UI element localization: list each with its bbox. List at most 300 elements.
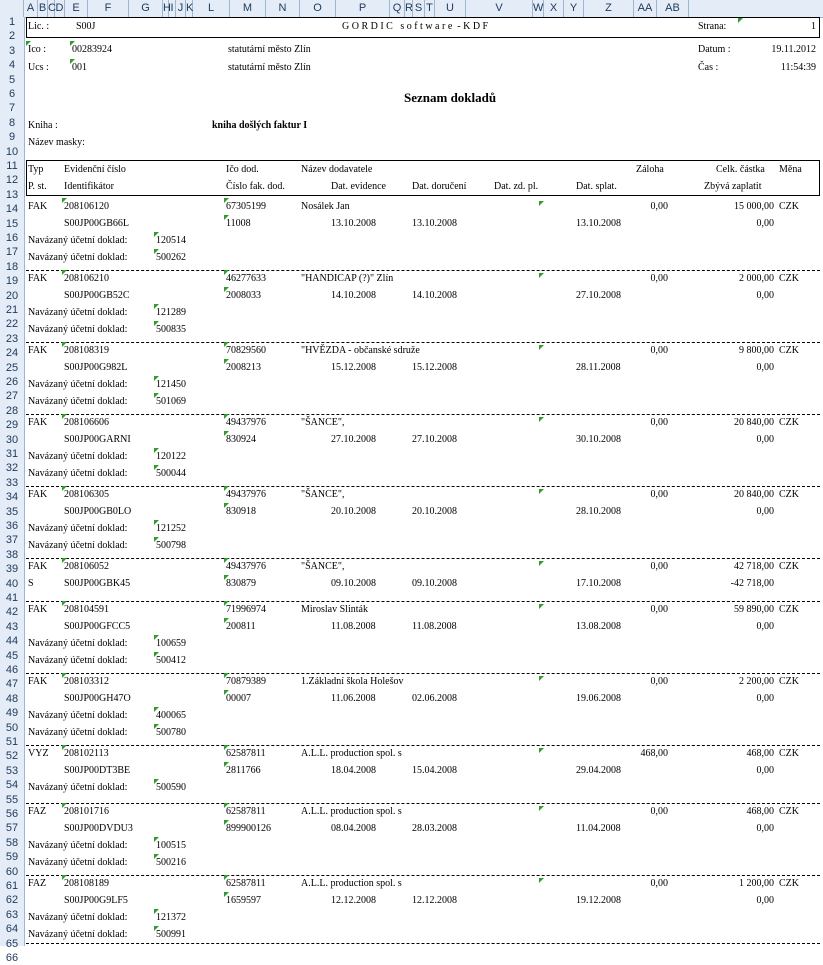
row-header[interactable]: 1 bbox=[8, 16, 16, 28]
doc-cislo-fak: 830918 bbox=[226, 506, 256, 518]
doc-celk: 15 000,00 bbox=[734, 201, 774, 213]
column-header[interactable]: L bbox=[193, 0, 230, 17]
row-header[interactable]: 18 bbox=[5, 260, 19, 273]
row-header[interactable]: 51 bbox=[5, 736, 19, 748]
strana-label: Strana: bbox=[698, 21, 727, 32]
row-header[interactable]: 34 bbox=[5, 491, 19, 504]
doc-cislo-fak: 830879 bbox=[226, 578, 256, 590]
row-header[interactable]: 23 bbox=[5, 332, 19, 345]
nav-doc-value: 120514 bbox=[156, 235, 186, 247]
doc-dat-dor: 12.12.2008 bbox=[412, 895, 457, 906]
doc-typ: FAK bbox=[28, 345, 48, 357]
row-header[interactable]: 5 bbox=[8, 73, 16, 86]
doc-celk: 9 800,00 bbox=[739, 345, 774, 357]
nav-doc-label: Navázaný účetní doklad: bbox=[28, 782, 128, 794]
doc-dat-dor: 15.04.2008 bbox=[412, 765, 457, 777]
doc-zbyva: 0,00 bbox=[756, 290, 774, 302]
nav-doc-label: Navázaný účetní doklad: bbox=[28, 638, 128, 650]
doc-zaloha: 0,00 bbox=[650, 561, 668, 573]
row-header[interactable]: 12 bbox=[5, 174, 19, 187]
nav-doc-value: 500590 bbox=[156, 782, 186, 794]
doc-mena: CZK bbox=[779, 273, 799, 285]
doc-ev-cislo: 208108189 bbox=[64, 878, 109, 889]
doc-cislo-fak: 200811 bbox=[226, 621, 256, 633]
doc-ident: S00JP00GBK45 bbox=[64, 578, 131, 590]
doc-nazev: 1.Základní škola Holešov bbox=[301, 676, 404, 688]
column-header[interactable]: AA bbox=[634, 0, 657, 17]
th-celk: Celk. částka bbox=[716, 164, 765, 175]
doc-ico: 67305199 bbox=[226, 201, 266, 213]
row-header[interactable]: 64 bbox=[5, 923, 19, 936]
column-header[interactable]: F bbox=[88, 0, 129, 17]
row-header[interactable]: 50 bbox=[5, 721, 19, 734]
nav-doc-value: 500991 bbox=[156, 929, 186, 940]
nav-doc-value: 121252 bbox=[156, 523, 186, 535]
doc-ident: S00JP00GH47O bbox=[64, 693, 131, 705]
ucs-label: Ucs : bbox=[28, 62, 49, 73]
column-header[interactable]: N bbox=[266, 0, 300, 17]
lic-value: S00J bbox=[76, 21, 96, 32]
doc-dat-spl: 28.10.2008 bbox=[576, 506, 621, 518]
row-header[interactable]: 24 bbox=[5, 347, 19, 360]
doc-mena: CZK bbox=[779, 806, 799, 817]
row-header[interactable]: 3 bbox=[8, 44, 16, 57]
doc-ico: 49437976 bbox=[226, 417, 266, 429]
th-ident: Identifikátor bbox=[64, 181, 114, 192]
row-header[interactable]: 62 bbox=[5, 894, 19, 907]
row-header[interactable]: 39 bbox=[5, 563, 19, 576]
nav-doc-value: 100659 bbox=[156, 638, 186, 650]
doc-ev-cislo: 208106210 bbox=[64, 273, 109, 285]
column-header[interactable]: Y bbox=[564, 0, 584, 17]
record-separator bbox=[26, 943, 820, 944]
doc-mena: CZK bbox=[779, 748, 799, 760]
strana-value: 1 bbox=[740, 21, 816, 33]
doc-dat-ev: 18.04.2008 bbox=[331, 765, 376, 777]
doc-ev-cislo: 208104591 bbox=[64, 604, 109, 616]
doc-dat-dor: 11.08.2008 bbox=[412, 621, 457, 633]
doc-dat-ev: 11.06.2008 bbox=[331, 693, 376, 705]
column-header[interactable]: Q bbox=[390, 0, 405, 17]
doc-nazev: Nosálek Jan bbox=[301, 201, 350, 213]
column-header[interactable]: X bbox=[544, 0, 564, 17]
nav-doc-value: 500780 bbox=[156, 727, 186, 739]
nav-doc-value: 121372 bbox=[156, 912, 186, 923]
doc-zbyva: 0,00 bbox=[756, 621, 774, 633]
doc-nazev: "HVĚZDA - občanské sdruže bbox=[301, 345, 420, 357]
record-separator bbox=[26, 803, 820, 804]
doc-dat-dor: 20.10.2008 bbox=[412, 506, 457, 518]
doc-cislo-fak: 830924 bbox=[226, 434, 256, 446]
row-header[interactable]: 29 bbox=[5, 419, 19, 432]
doc-celk: 20 840,00 bbox=[734, 417, 774, 429]
kniha-label: Kniha : bbox=[28, 120, 58, 131]
column-header[interactable]: V bbox=[466, 0, 533, 17]
nav-doc-label: Navázaný účetní doklad: bbox=[28, 379, 128, 391]
doc-typ: VYZ bbox=[28, 748, 49, 760]
doc-ident: S00JP00GFCC5 bbox=[64, 621, 131, 633]
record-separator bbox=[26, 342, 820, 343]
record-separator bbox=[26, 558, 820, 559]
row-header[interactable]: 45 bbox=[5, 649, 19, 662]
doc-ev-cislo: 208102113 bbox=[64, 748, 109, 760]
nav-doc-value: 500835 bbox=[156, 324, 186, 336]
doc-celk: 59 890,00 bbox=[734, 604, 774, 616]
row-header[interactable]: 54 bbox=[5, 779, 19, 792]
th-zaloha: Záloha bbox=[636, 164, 664, 175]
column-header[interactable]: O bbox=[300, 0, 336, 17]
row-header[interactable]: 10 bbox=[5, 145, 19, 158]
doc-dat-spl: 28.11.2008 bbox=[576, 362, 621, 374]
datum-value: 19.11.2012 bbox=[771, 44, 816, 55]
doc-dat-spl: 17.10.2008 bbox=[576, 578, 621, 590]
doc-mena: CZK bbox=[779, 561, 799, 573]
nav-doc-value: 500798 bbox=[156, 540, 186, 552]
row-header[interactable]: 61 bbox=[5, 880, 19, 892]
nav-doc-label: Navázaný účetní doklad: bbox=[28, 235, 128, 247]
nav-doc-label: Navázaný účetní doklad: bbox=[28, 540, 128, 552]
doc-ico: 62587811 bbox=[226, 748, 266, 760]
doc-dat-spl: 29.04.2008 bbox=[576, 765, 621, 777]
doc-celk: 2 200,00 bbox=[739, 676, 774, 688]
row-header[interactable]: 53 bbox=[5, 764, 19, 777]
column-header[interactable]: A bbox=[24, 0, 38, 17]
doc-zaloha: 468,00 bbox=[640, 748, 668, 760]
row-header[interactable]: 41 bbox=[5, 592, 19, 604]
doc-cislo-fak: 11008 bbox=[226, 218, 251, 230]
doc-ico: 71996974 bbox=[226, 604, 266, 616]
row-header[interactable]: 16 bbox=[5, 232, 19, 244]
row-header[interactable]: 36 bbox=[5, 520, 19, 532]
doc-ev-cislo: 208106120 bbox=[64, 201, 109, 213]
doc-nazev: "ŠANCE", bbox=[301, 561, 345, 573]
row-header[interactable]: 19 bbox=[5, 275, 19, 288]
doc-ev-cislo: 208106052 bbox=[64, 561, 109, 573]
column-header[interactable]: D bbox=[55, 0, 65, 17]
cas-label: Čas : bbox=[698, 62, 719, 73]
doc-typ: FAK bbox=[28, 273, 48, 285]
row-header[interactable]: 9 bbox=[8, 131, 16, 144]
record-separator bbox=[26, 745, 820, 746]
nav-doc-label: Navázaný účetní doklad: bbox=[28, 710, 128, 722]
column-header-bar bbox=[0, 0, 823, 18]
doc-ico: 70829560 bbox=[226, 345, 266, 357]
row-header[interactable]: 40 bbox=[5, 577, 19, 590]
row-header[interactable]: 14 bbox=[5, 203, 19, 216]
doc-dat-dor: 09.10.2008 bbox=[412, 578, 457, 590]
doc-ev-cislo: 208106305 bbox=[64, 489, 109, 501]
row-header[interactable]: 35 bbox=[5, 505, 19, 518]
row-header[interactable]: 26 bbox=[5, 376, 19, 388]
doc-mena: CZK bbox=[779, 878, 799, 889]
row-header[interactable]: 59 bbox=[5, 851, 19, 864]
doc-cislo-fak: 1659597 bbox=[226, 895, 261, 906]
column-header[interactable]: C bbox=[48, 0, 55, 17]
th-ev-cislo: Evidenční číslo bbox=[64, 164, 126, 175]
row-header[interactable]: 48 bbox=[5, 692, 19, 705]
doc-dat-dor: 28.03.2008 bbox=[412, 823, 457, 834]
th-zbyva: Zbývá zaplatit bbox=[704, 181, 762, 192]
doc-nazev: "ŠANCE", bbox=[301, 489, 345, 501]
nav-doc-label: Navázaný účetní doklad: bbox=[28, 396, 128, 408]
row-header[interactable]: 66 bbox=[5, 952, 19, 964]
ico-label: Ico : bbox=[28, 44, 47, 55]
row-header[interactable]: 52 bbox=[5, 750, 19, 763]
datum-label: Datum : bbox=[698, 44, 731, 55]
doc-zbyva: -42 718,00 bbox=[730, 578, 774, 590]
doc-celk: 42 718,00 bbox=[734, 561, 774, 573]
doc-ps: S bbox=[28, 578, 34, 590]
doc-dat-ev: 09.10.2008 bbox=[331, 578, 376, 590]
doc-mena: CZK bbox=[779, 489, 799, 501]
doc-dat-ev: 11.08.2008 bbox=[331, 621, 376, 633]
doc-zaloha: 0,00 bbox=[650, 676, 668, 688]
column-header[interactable]: G bbox=[129, 0, 163, 17]
doc-ico: 70879389 bbox=[226, 676, 266, 688]
doc-dat-spl: 30.10.2008 bbox=[576, 434, 621, 446]
doc-zbyva: 0,00 bbox=[756, 765, 774, 777]
doc-cislo-fak: 899900126 bbox=[226, 823, 271, 834]
column-header[interactable]: AB bbox=[657, 0, 689, 17]
doc-typ: FAK bbox=[28, 489, 48, 501]
doc-mena: CZK bbox=[779, 417, 799, 429]
nav-doc-label: Navázaný účetní doklad: bbox=[28, 307, 128, 319]
record-separator bbox=[26, 875, 820, 876]
row-header[interactable]: 63 bbox=[5, 908, 19, 921]
nav-doc-value: 121450 bbox=[156, 379, 186, 391]
th-mena: Měna bbox=[779, 164, 802, 175]
column-header[interactable]: E bbox=[65, 0, 88, 17]
doc-ico: 62587811 bbox=[226, 806, 266, 817]
doc-typ: FAK bbox=[28, 201, 48, 213]
doc-dat-spl: 13.08.2008 bbox=[576, 621, 621, 633]
doc-zaloha: 0,00 bbox=[650, 273, 668, 285]
doc-dat-dor: 02.06.2008 bbox=[412, 693, 457, 705]
row-header[interactable]: 44 bbox=[5, 635, 19, 648]
doc-typ: FAK bbox=[28, 676, 48, 688]
row-header[interactable]: 55 bbox=[5, 793, 19, 806]
ucs-name: statutární město Zlín bbox=[228, 62, 311, 73]
doc-ev-cislo: 208101716 bbox=[64, 806, 109, 817]
doc-ident: S00JP00G982L bbox=[64, 362, 128, 374]
nav-doc-value: 501069 bbox=[156, 396, 186, 408]
row-header[interactable]: 33 bbox=[5, 476, 19, 489]
doc-celk: 468,00 bbox=[746, 806, 774, 817]
doc-dat-ev: 13.10.2008 bbox=[331, 218, 376, 230]
doc-dat-dor: 14.10.2008 bbox=[412, 290, 457, 302]
th-dat-ev: Dat. evidence bbox=[331, 181, 386, 192]
column-header[interactable]: P bbox=[336, 0, 390, 17]
row-header[interactable]: 60 bbox=[5, 865, 19, 878]
doc-ident: S00JP00GARNI bbox=[64, 434, 131, 446]
doc-nazev: A.L.L. production spol. s bbox=[301, 806, 402, 817]
doc-dat-ev: 27.10.2008 bbox=[331, 434, 376, 446]
doc-zaloha: 0,00 bbox=[650, 201, 668, 213]
doc-dat-spl: 27.10.2008 bbox=[576, 290, 621, 302]
row-header[interactable]: 30 bbox=[5, 433, 19, 446]
ico-value: 00283924 bbox=[72, 44, 112, 55]
doc-zaloha: 0,00 bbox=[650, 806, 668, 817]
nav-doc-label: Navázaný účetní doklad: bbox=[28, 929, 128, 940]
row-header[interactable]: 15 bbox=[5, 217, 19, 230]
nav-doc-value: 500262 bbox=[156, 252, 186, 264]
nav-doc-value: 120122 bbox=[156, 451, 186, 463]
row-header[interactable]: 22 bbox=[5, 318, 19, 331]
nav-doc-value: 100515 bbox=[156, 840, 186, 851]
row-header[interactable]: 32 bbox=[5, 462, 19, 475]
doc-dat-ev: 15.12.2008 bbox=[331, 362, 376, 374]
kniha-value: kniha došlých faktur I bbox=[212, 120, 308, 131]
column-header[interactable]: J bbox=[176, 0, 186, 17]
doc-dat-ev: 08.04.2008 bbox=[331, 823, 376, 834]
doc-dat-dor: 13.10.2008 bbox=[412, 218, 457, 230]
doc-typ: FAZ bbox=[28, 806, 47, 817]
row-header[interactable]: 27 bbox=[5, 390, 19, 403]
doc-ident: S00JP00GB66L bbox=[64, 218, 130, 230]
doc-nazev: "ŠANCE", bbox=[301, 417, 345, 429]
page-title: Seznam dokladů bbox=[404, 90, 497, 105]
ucs-value: 001 bbox=[72, 62, 87, 73]
row-header[interactable]: 21 bbox=[5, 304, 19, 316]
doc-dat-spl: 19.12.2008 bbox=[576, 895, 621, 906]
nav-doc-label: Navázaný účetní doklad: bbox=[28, 324, 128, 336]
th-nazev: Název dodavatele bbox=[301, 164, 373, 175]
nav-doc-label: Navázaný účetní doklad: bbox=[28, 451, 128, 463]
nav-doc-value: 500216 bbox=[156, 857, 186, 868]
cas-value: 11:54:39 bbox=[780, 62, 816, 73]
column-header[interactable]: B bbox=[38, 0, 48, 17]
doc-zaloha: 0,00 bbox=[650, 878, 668, 889]
lic-label: Lic. : bbox=[28, 21, 50, 32]
doc-cislo-fak: 2811766 bbox=[226, 765, 261, 777]
doc-dat-spl: 13.10.2008 bbox=[576, 218, 621, 230]
column-header[interactable]: I bbox=[169, 0, 176, 17]
record-separator bbox=[26, 673, 820, 674]
column-header[interactable]: T bbox=[425, 0, 435, 17]
doc-mena: CZK bbox=[779, 676, 799, 688]
row-header[interactable]: 57 bbox=[5, 822, 19, 835]
doc-dat-spl: 11.04.2008 bbox=[576, 823, 621, 834]
doc-ev-cislo: 208103312 bbox=[64, 676, 109, 688]
nav-doc-label: Navázaný účetní doklad: bbox=[28, 912, 128, 923]
doc-ev-cislo: 208106606 bbox=[64, 417, 109, 429]
doc-zbyva: 0,00 bbox=[756, 823, 774, 834]
masky-label: Název masky: bbox=[28, 137, 85, 148]
row-header[interactable]: 8 bbox=[8, 116, 16, 129]
row-header[interactable]: 31 bbox=[5, 448, 19, 460]
row-header[interactable]: 38 bbox=[5, 548, 19, 561]
nav-doc-value: 400065 bbox=[156, 710, 186, 722]
doc-dat-ev: 14.10.2008 bbox=[331, 290, 376, 302]
th-dat-zd: Dat. zd. pl. bbox=[494, 181, 539, 192]
th-ps: P. st. bbox=[28, 181, 47, 192]
row-header[interactable]: 20 bbox=[5, 289, 19, 302]
row-header[interactable]: 47 bbox=[5, 678, 19, 691]
doc-typ: FAK bbox=[28, 417, 48, 429]
doc-zaloha: 0,00 bbox=[650, 417, 668, 429]
doc-zaloha: 0,00 bbox=[650, 345, 668, 357]
record-separator bbox=[26, 486, 820, 487]
column-header[interactable]: R bbox=[405, 0, 413, 17]
row-header[interactable]: 2 bbox=[8, 30, 16, 43]
row-header[interactable]: 11 bbox=[6, 160, 18, 172]
column-header[interactable]: S bbox=[413, 0, 425, 17]
row-header-bar bbox=[0, 16, 25, 964]
doc-zaloha: 0,00 bbox=[650, 604, 668, 616]
doc-typ: FAZ bbox=[28, 878, 47, 889]
nav-doc-value: 121289 bbox=[156, 307, 186, 319]
doc-mena: CZK bbox=[779, 345, 799, 357]
doc-zbyva: 0,00 bbox=[756, 434, 774, 446]
column-header[interactable]: K bbox=[186, 0, 193, 17]
nav-doc-label: Navázaný účetní doklad: bbox=[28, 727, 128, 739]
doc-celk: 468,00 bbox=[746, 748, 774, 760]
row-header[interactable]: 17 bbox=[5, 246, 19, 259]
row-header[interactable]: 56 bbox=[5, 808, 19, 820]
doc-typ: FAK bbox=[28, 561, 48, 573]
doc-dat-dor: 15.12.2008 bbox=[412, 362, 457, 374]
doc-zbyva: 0,00 bbox=[756, 218, 774, 230]
row-header[interactable]: 7 bbox=[8, 102, 16, 115]
doc-zbyva: 0,00 bbox=[756, 506, 774, 518]
row-header[interactable]: 13 bbox=[5, 188, 19, 201]
row-header[interactable]: 6 bbox=[8, 88, 16, 100]
column-header[interactable]: Z bbox=[584, 0, 634, 17]
row-header[interactable]: 65 bbox=[5, 937, 19, 950]
doc-ident: S00JP00G9LF5 bbox=[64, 895, 128, 906]
nav-doc-label: Navázaný účetní doklad: bbox=[28, 468, 128, 480]
doc-cislo-fak: 2008033 bbox=[226, 290, 261, 302]
row-header[interactable]: 46 bbox=[5, 664, 19, 676]
row-header[interactable]: 4 bbox=[8, 59, 16, 72]
th-cislo-fak: Číslo fak. dod. bbox=[226, 181, 285, 192]
nav-doc-label: Navázaný účetní doklad: bbox=[28, 523, 128, 535]
doc-zbyva: 0,00 bbox=[756, 895, 774, 906]
column-header[interactable]: W bbox=[533, 0, 544, 17]
doc-cislo-fak: 00007 bbox=[226, 693, 251, 705]
row-header[interactable]: 42 bbox=[5, 606, 19, 619]
doc-zaloha: 0,00 bbox=[650, 489, 668, 501]
doc-ev-cislo: 208108319 bbox=[64, 345, 109, 357]
doc-dat-ev: 12.12.2008 bbox=[331, 895, 376, 906]
th-dat-dor: Dat. doručení bbox=[412, 181, 467, 192]
column-header[interactable]: U bbox=[435, 0, 466, 17]
doc-cislo-fak: 2008213 bbox=[226, 362, 261, 374]
doc-ident: S00JP00DT3BE bbox=[64, 765, 131, 777]
doc-mena: CZK bbox=[779, 201, 799, 213]
doc-celk: 20 840,00 bbox=[734, 489, 774, 501]
row-header[interactable]: 49 bbox=[5, 707, 19, 720]
ico-name: statutární město Zlín bbox=[228, 44, 311, 55]
th-dat-spl: Dat. splat. bbox=[576, 181, 617, 192]
column-header[interactable]: M bbox=[230, 0, 266, 17]
row-header[interactable]: 58 bbox=[5, 836, 19, 849]
row-header[interactable]: 25 bbox=[5, 361, 19, 374]
doc-ident: S00JP00GB52C bbox=[64, 290, 130, 302]
doc-nazev: "HANDICAP (?)" Zlín bbox=[301, 273, 394, 285]
nav-doc-label: Navázaný účetní doklad: bbox=[28, 840, 128, 851]
row-header[interactable]: 28 bbox=[5, 404, 19, 417]
doc-nazev: A.L.L. production spol. s bbox=[301, 748, 402, 760]
doc-zbyva: 0,00 bbox=[756, 693, 774, 705]
row-header[interactable]: 37 bbox=[5, 534, 19, 547]
column-header[interactable]: H bbox=[163, 0, 169, 17]
doc-dat-dor: 27.10.2008 bbox=[412, 434, 457, 446]
row-header[interactable]: 43 bbox=[5, 620, 19, 633]
banner-title: G O R D I C s o f t w a r e - K D F bbox=[342, 21, 489, 32]
doc-ico: 49437976 bbox=[226, 489, 266, 501]
nav-doc-value: 500044 bbox=[156, 468, 186, 480]
